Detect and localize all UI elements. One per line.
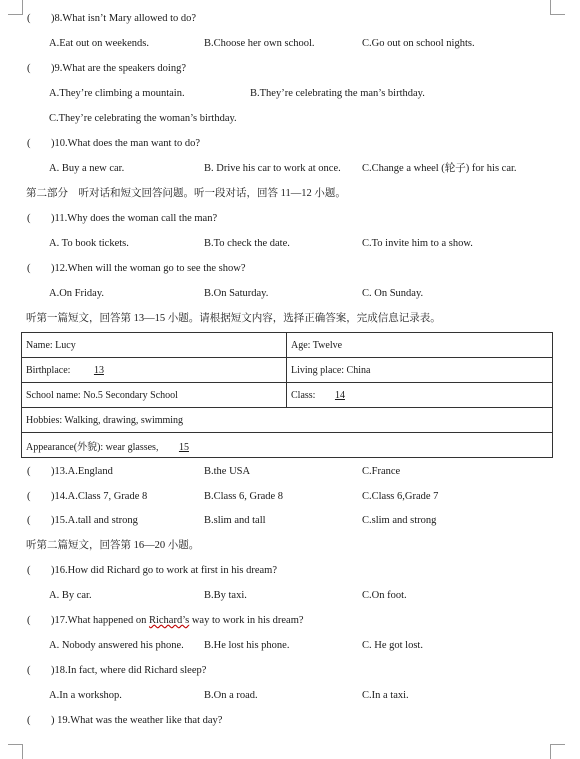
option-b: B.By taxi. xyxy=(204,590,247,601)
option-b: B.the USA xyxy=(204,466,251,477)
option-b: B.slim and tall xyxy=(204,515,266,526)
option-b: B.He lost his phone. xyxy=(204,640,290,651)
answer-paren: ( xyxy=(27,466,31,477)
option-a: A.They’re climbing a mountain. xyxy=(49,88,185,99)
option-c: C.To invite him to a show. xyxy=(362,238,473,249)
question-stem: )10.What does the man want to do? xyxy=(51,138,200,149)
option-b: B.Class 6, Grade 8 xyxy=(204,491,284,502)
answer-paren: ( xyxy=(27,515,31,526)
option-c: C.France xyxy=(362,466,401,477)
option-a: A.Eat out on weekends. xyxy=(49,38,150,49)
question-stem: ) 19.What was the weather like that day? xyxy=(51,715,223,726)
option-c: C. He got lost. xyxy=(362,640,423,651)
option-a: A. To book tickets. xyxy=(49,238,129,249)
passage-instructions: 听第一篇短文，回答第 13—15 小题。请根据短文内容，选择正确答案，完成信息记录表。 xyxy=(26,313,441,324)
table-row xyxy=(22,333,553,358)
option-b: B.Choose her own school. xyxy=(204,38,315,49)
blank-15: 15 xyxy=(178,441,189,453)
answer-paren: ( xyxy=(27,138,31,149)
age-cell: Age: Twelve xyxy=(287,333,553,358)
blank-14: 14 xyxy=(334,389,345,401)
option-b: B.To check the date. xyxy=(204,238,290,249)
option-c: C. On Sunday. xyxy=(362,288,424,299)
question-stem: )8.What isn’t Mary allowed to do? xyxy=(51,13,197,24)
question-stem: )16.How did Richard go to work at first in his dream? xyxy=(51,565,277,576)
question-stem: )14.A.Class 7, Grade 8 xyxy=(51,491,148,502)
option-b: B.On a road. xyxy=(204,690,258,701)
option-c: C.On foot. xyxy=(362,590,407,601)
question-stem: )18.In fact, where did Richard sleep? xyxy=(51,665,207,676)
option-a: A.In a workshop. xyxy=(49,690,122,701)
corner-mark-bottom-right xyxy=(550,744,565,759)
info-record-table xyxy=(21,332,553,458)
answer-paren: ( xyxy=(27,715,31,726)
answer-paren: ( xyxy=(27,13,31,24)
class-cell xyxy=(287,383,553,408)
option-a: A. Nobody answered his phone. xyxy=(49,640,184,651)
option-a: A.On Friday. xyxy=(49,288,105,299)
answer-paren: ( xyxy=(27,565,31,576)
corner-mark-top-right xyxy=(550,0,565,15)
birthplace-cell xyxy=(22,358,287,383)
living-place-cell: Living place: China xyxy=(287,358,553,383)
school-name-cell: School name: No.5 Secondary School xyxy=(22,383,287,408)
answer-paren: ( xyxy=(27,63,31,74)
answer-paren: ( xyxy=(27,665,31,676)
option-c: C.They’re celebrating the woman’s birthday. xyxy=(49,113,237,124)
answer-paren: ( xyxy=(27,491,31,502)
option-a: A. Buy a new car. xyxy=(49,163,125,174)
answer-paren: ( xyxy=(27,213,31,224)
question-stem: )13.A.England xyxy=(51,466,113,477)
passage-instructions: 听第二篇短文，回答第 16—20 小题。 xyxy=(26,540,200,551)
option-b: B. Drive his car to work at once. xyxy=(204,163,341,174)
option-c: C.Change a wheel (轮子) for his car. xyxy=(362,163,517,174)
option-b: B.On Saturday. xyxy=(204,288,269,299)
option-b: B.They’re celebrating the man’s birthday. xyxy=(250,88,425,99)
table-row xyxy=(22,358,553,383)
birthplace-label: Birthplace: xyxy=(26,364,71,376)
option-c: C.slim and strong xyxy=(362,515,437,526)
question-stem: )15.A.tall and strong xyxy=(51,515,138,526)
class-label: Class: xyxy=(291,389,316,401)
answer-paren: ( xyxy=(27,263,31,274)
option-c: C.Class 6,Grade 7 xyxy=(362,491,439,502)
appearance-label: Appearance(外貌): wear glasses, xyxy=(26,441,159,453)
option-c: C.In a taxi. xyxy=(362,690,409,701)
table-row xyxy=(22,408,553,433)
hobbies-cell: Hobbies: Walking, drawing, swimming xyxy=(22,408,553,433)
option-c: C.Go out on school nights. xyxy=(362,38,475,49)
appearance-cell xyxy=(22,433,553,458)
stem-part: way to work in his dream? xyxy=(189,615,304,626)
name-cell: Name: Lucy xyxy=(22,333,287,358)
answer-paren: ( xyxy=(27,615,31,626)
spellcheck-word: Richard’s xyxy=(148,615,190,626)
table-row xyxy=(22,433,553,458)
table-row xyxy=(22,383,553,408)
corner-mark-bottom-left xyxy=(8,744,23,759)
question-stem: )12.When will the woman go to see the show? xyxy=(51,263,246,274)
question-stem: )9.What are the speakers doing? xyxy=(51,63,186,74)
corner-mark-top-left xyxy=(8,0,23,15)
question-stem xyxy=(51,614,304,628)
section-instructions: 第二部分 听对话和短文回答问题。听一段对话，回答 11—12 小题。 xyxy=(26,188,346,199)
option-a: A. By car. xyxy=(49,590,92,601)
blank-13: 13 xyxy=(93,364,104,376)
stem-part: )17.What happened on xyxy=(51,615,149,626)
question-stem: )11.Why does the woman call the man? xyxy=(51,213,218,224)
